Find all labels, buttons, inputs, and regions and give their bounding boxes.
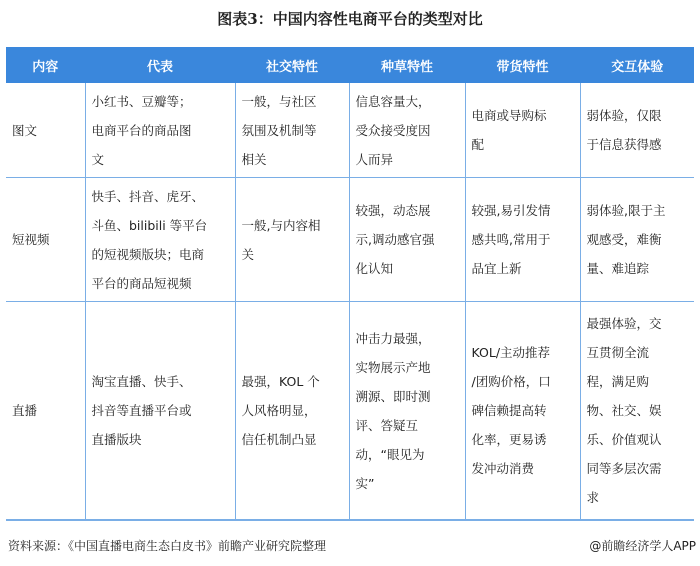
table-cell xyxy=(349,302,465,521)
cell-text-line: 相关 xyxy=(241,151,267,167)
cell-text-line: 平台的商品短视频 xyxy=(91,275,192,291)
column-header: 交互体验 xyxy=(580,47,694,83)
cell-text-line: 较强，动态展 xyxy=(355,203,431,218)
cell-text-line: 最强，KOL 个 xyxy=(241,374,320,389)
table-cell xyxy=(580,302,694,521)
header-row xyxy=(6,47,694,83)
table-cell xyxy=(235,178,349,302)
table-cell xyxy=(580,83,694,178)
cell-text-line: 碑信赖提高转 xyxy=(471,403,547,418)
table-cell xyxy=(465,302,580,521)
cell-text-line: 示,调动感官强 xyxy=(355,232,435,247)
cell-text-line: 乐、价值观认 xyxy=(586,432,662,447)
table-cell xyxy=(85,178,235,302)
cell-text-line: 信息容量大， xyxy=(355,93,431,109)
column-header: 内容 xyxy=(6,47,85,83)
table-cell xyxy=(6,83,85,178)
table-cell xyxy=(85,83,235,178)
cell-text-line: 较强,易引发情 xyxy=(471,203,551,218)
cell-text-line: 图文 xyxy=(12,122,38,138)
cell-text-line: 一般,与内容相 xyxy=(241,217,321,233)
table-row xyxy=(6,178,694,302)
cell-text-line: 发冲动消费 xyxy=(471,461,535,476)
table-cell xyxy=(349,83,465,178)
cell-text-line: /团购价格，口 xyxy=(471,374,551,389)
cell-text-line: 化认知 xyxy=(355,261,394,276)
comparison-table xyxy=(6,47,694,521)
cell-text-line: 互贯彻全流 xyxy=(586,345,650,360)
table-cell xyxy=(349,178,465,302)
cell-text-line: 量、难追踪 xyxy=(586,261,650,276)
table-cell xyxy=(235,302,349,521)
cell-text-line: 关 xyxy=(241,246,255,262)
cell-text-line: 文 xyxy=(91,151,105,167)
cell-text-line: 物、社交、娱 xyxy=(586,403,662,418)
cell-text-line: 电商平台的商品图 xyxy=(91,122,192,138)
cell-text-line: 淘宝直播、快手、 xyxy=(91,374,192,389)
cell-text-line: 实物展示产地 xyxy=(355,359,431,375)
cell-text-line: 评、答疑互 xyxy=(355,417,419,433)
cell-text-line: 冲击力最强， xyxy=(355,330,431,346)
cell-text-line: 配 xyxy=(471,137,485,152)
table-cell xyxy=(6,302,85,521)
cell-text-line: 溯源、即时测 xyxy=(355,388,431,404)
cell-text-line: 感共鸣,常用于 xyxy=(471,232,551,247)
cell-text-line: 一般，与社区 xyxy=(241,93,317,109)
column-header: 种草特性 xyxy=(349,47,465,83)
cell-text-line: 同等多层次需 xyxy=(586,461,662,476)
table-cell xyxy=(85,302,235,521)
cell-text-line: 电商或导购标 xyxy=(471,108,547,123)
cell-text-line: 弱体验,限于主 xyxy=(586,203,666,218)
column-header: 带货特性 xyxy=(465,47,580,83)
cell-text-line: 化率，更易诱 xyxy=(471,432,547,447)
cell-text-line: 斗鱼、bilibili 等平台 xyxy=(91,217,208,233)
cell-text-line: 直播 xyxy=(12,403,38,418)
cell-text-line: 受众接受度因 xyxy=(355,122,431,138)
cell-text-line: KOL/主动推荐 xyxy=(471,345,551,360)
cell-text-line: 快手、抖音、虎牙、 xyxy=(91,188,205,204)
column-header: 代表 xyxy=(85,47,235,83)
cell-text-line: 小红书、豆瓣等； xyxy=(91,93,192,109)
cell-text-line: 抖音等直播平台或 xyxy=(91,403,192,418)
cell-text-line: 观感受，难衡 xyxy=(586,232,662,247)
cell-text-line: 实” xyxy=(355,475,375,491)
table-cell xyxy=(465,178,580,302)
column-header: 社交特性 xyxy=(235,47,349,83)
cell-text-line: 信任机制凸显 xyxy=(241,432,317,447)
cell-text-line: 人风格明显， xyxy=(241,403,317,418)
cell-text-line: 动，“眼见为 xyxy=(355,446,425,462)
cell-text-line: 最强体验，交 xyxy=(586,316,662,331)
cell-text-line: 的短视频版块；电商 xyxy=(91,246,205,262)
table-cell xyxy=(580,178,694,302)
table-row xyxy=(6,302,694,521)
cell-text-line: 人而异 xyxy=(355,151,394,167)
table-cell xyxy=(235,83,349,178)
table-cell xyxy=(465,83,580,178)
source-note: 资料来源：《中国直播电商生态白皮书》前瞻产业研究院整理 xyxy=(8,539,327,553)
cell-text-line: 短视频 xyxy=(12,232,50,247)
cell-text-line: 氛围及机制等 xyxy=(241,122,317,138)
table-row xyxy=(6,83,694,178)
table-title: 图表3：中国内容性电商平台的类型对比 xyxy=(217,10,483,28)
cell-text-line: 弱体验，仅限 xyxy=(586,108,662,123)
cell-text-line: 求 xyxy=(586,490,600,505)
cell-text-line: 于信息获得感 xyxy=(586,137,662,152)
cell-text-line: 程，满足购 xyxy=(586,374,650,389)
credit-label: @前瞻经济学人APP xyxy=(589,539,696,553)
cell-text-line: 直播版块 xyxy=(91,432,142,447)
table-cell xyxy=(6,178,85,302)
cell-text-line: 品宜上新 xyxy=(471,261,522,276)
